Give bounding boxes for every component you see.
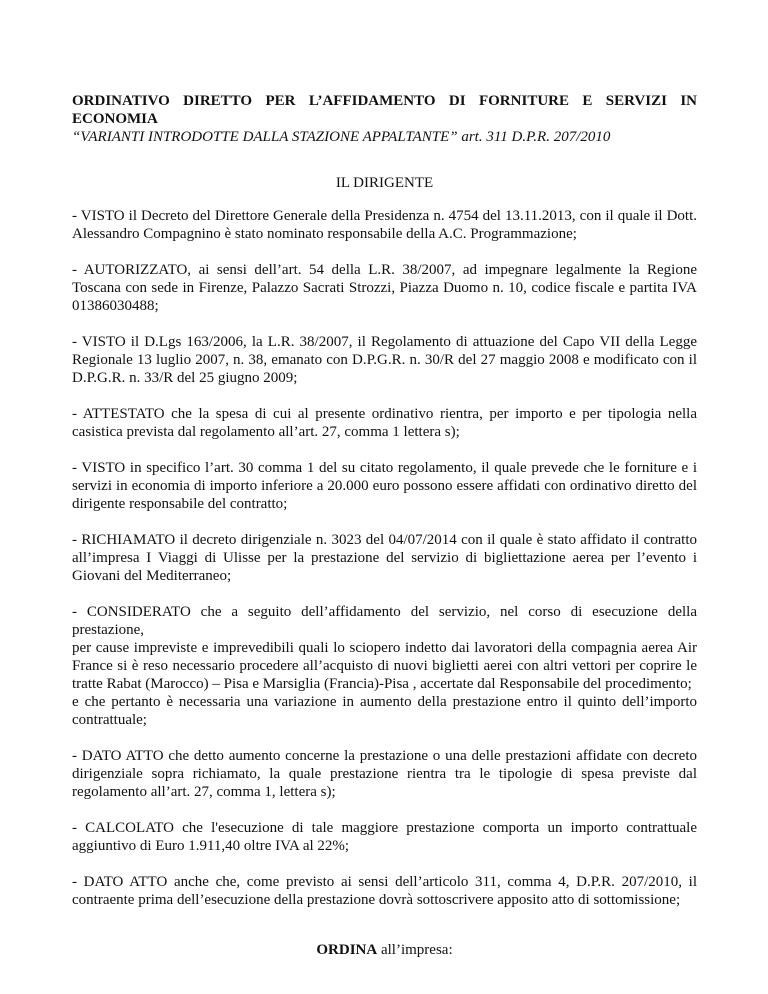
document-body	[72, 207, 697, 927]
paragraph	[72, 819, 697, 855]
paragraph	[72, 261, 697, 315]
order-keyword: ORDINA	[316, 942, 378, 958]
paragraph-text: - VISTO il D.Lgs 163/2006, la L.R. 38/2007, il Regolamento di attuazione del Capo VII della Legge Regionale 13 luglio 2007, n. 38, emanato con D.P.G.R. n. 30/R del 27 maggio 2008 e modificato con il D.P.G.R. n. 33/R del 25 giugno 2009;	[72, 334, 697, 386]
paragraph-text: - DATO ATTO anche che, come previsto ai sensi dell’articolo 311, comma 4, D.P.R. 207/2010, il contraente prima dell’esecuzione della prestazione dovrà sottoscrivere apposito atto di sottomissione;	[72, 874, 697, 908]
order-line	[72, 941, 697, 959]
paragraph	[72, 405, 697, 441]
document-header	[72, 92, 697, 146]
paragraph-text: - RICHIAMATO il decreto dirigenziale n. 3023 del 04/07/2014 con il quale è stato affidato il contratto all’impresa I Viaggi di Ulisse per la prestazione del servizio di bigliettazione aerea per l’evento i Giovani del Mediterraneo;	[72, 532, 697, 584]
paragraph	[72, 747, 697, 801]
paragraph-text: - VISTO in specifico l’art. 30 comma 1 del su citato regolamento, il quale prevede che le forniture e i servizi in economia di importo inferiore a 20.000 euro possono essere affidati con ordinativo diretto del dirigente responsabile del contratto;	[72, 460, 697, 512]
document-page	[72, 0, 697, 994]
paragraph-text: per cause impreviste e imprevedibili quali lo sciopero indetto dai lavoratori della compagnia aerea Air France si è reso necessario procedere all’acquisto di nuovi biglietti aerei con altri vettori per coprire le tratte Rabat (Marocco) – Pisa e Marsiglia (Francia)-Pisa , accertate dal Responsabile del procedimento;	[72, 640, 697, 692]
paragraph-text: - DATO ATTO che detto aumento concerne la prestazione o una delle prestazioni affidate con decreto dirigenziale sopra richiamato, la quale prestazione rientra tra le tipologie di spesa previste dal regolamento all’art. 27, comma 1, lettera s);	[72, 748, 697, 800]
paragraph-text: - AUTORIZZATO, ai sensi dell’art. 54 della L.R. 38/2007, ad impegnare legalmente la Regione Toscana con sede in Firenze, Palazzo Sacrati Strozzi, Piazza Duomo n. 10, codice fiscale e partita IVA 01386030488;	[72, 262, 697, 314]
paragraph-text: e che pertanto è necessaria una variazione in aumento della prestazione entro il quinto dell’importo contrattuale;	[72, 694, 697, 728]
paragraph-text: - ATTESTATO che la spesa di cui al presente ordinativo rientra, per importo e per tipologia nella casistica prevista dal regolamento all’art. 27, comma 1 lettera s);	[72, 406, 697, 440]
section-heading: IL DIRIGENTE	[335, 175, 434, 191]
paragraph	[72, 873, 697, 909]
document-title: ORDINATIVO DIRETTO PER L’AFFIDAMENTO DI FORNITURE E SERVIZI IN ECONOMIA	[72, 93, 697, 127]
paragraph	[72, 459, 697, 513]
document-subtitle: “VARIANTI INTRODOTTE DALLA STAZIONE APPALTANTE” art. 311 D.P.R. 207/2010	[72, 129, 611, 145]
paragraph	[72, 333, 697, 387]
paragraph	[72, 207, 697, 243]
paragraph	[72, 603, 697, 729]
paragraph-text: - CONSIDERATO che a seguito dell’affidamento del servizio, nel corso di esecuzione della prestazione,	[72, 604, 697, 638]
paragraph-text: - VISTO il Decreto del Direttore Generale della Presidenza n. 4754 del 13.11.2013, con il quale il Dott. Alessandro Compagnino è stato nominato responsabile della A.C. Programmazione;	[72, 208, 697, 242]
order-recipient: all’impresa:	[377, 942, 453, 958]
paragraph-text: - CALCOLATO che l'esecuzione di tale maggiore prestazione comporta un importo contrattuale aggiuntivo di Euro 1.911,40 oltre IVA al 22%;	[72, 820, 697, 854]
paragraph	[72, 531, 697, 585]
